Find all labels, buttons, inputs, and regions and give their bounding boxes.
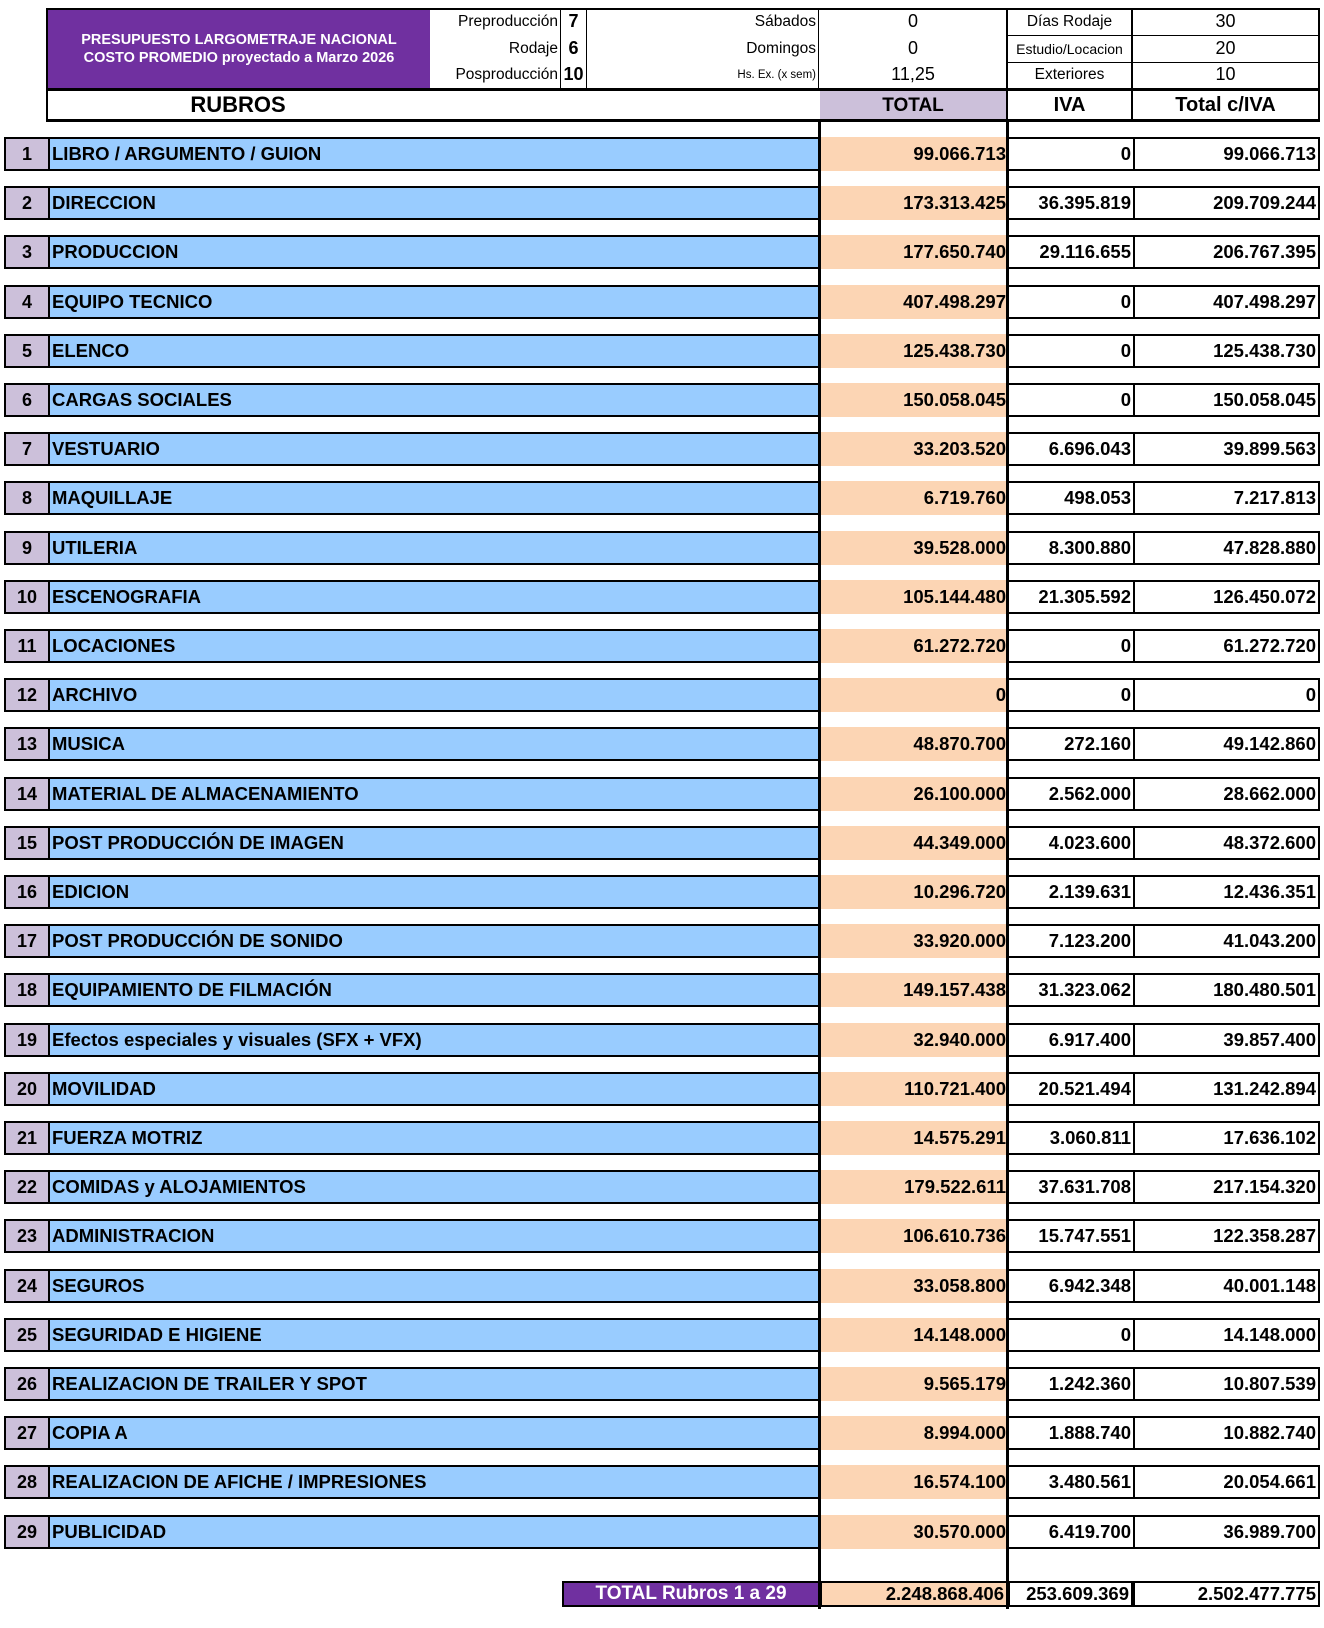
row-rubro-name: ELENCO [48,334,820,368]
row-iva: 8.300.880 [1008,531,1133,565]
row-number: 28 [4,1465,48,1499]
budget-title [48,10,430,88]
row-total: 39.528.000 [820,531,1008,565]
row-total-civa: 17.636.102 [1133,1121,1320,1155]
row-total-civa: 28.662.000 [1133,777,1320,811]
row-total-civa: 36.989.700 [1133,1515,1320,1549]
row-iva: 6.696.043 [1008,432,1133,466]
row-number: 5 [4,334,48,368]
row-iva: 0 [1008,334,1133,368]
row-rubro-name: ADMINISTRACION [48,1219,820,1253]
preproduccion-label: Preproducción [458,13,558,30]
header-divider [586,8,587,88]
row-number: 7 [4,432,48,466]
row-rubro-name: EQUIPO TECNICO [48,285,820,319]
row-total: 33.920.000 [820,924,1008,958]
row-total-civa: 47.828.880 [1133,531,1320,565]
row-iva: 2.562.000 [1008,777,1133,811]
row-iva: 6.942.348 [1008,1269,1133,1303]
row-total: 9.565.179 [820,1367,1008,1401]
row-iva: 0 [1008,383,1133,417]
row-rubro-name: LOCACIONES [48,629,820,663]
row-number: 6 [4,383,48,417]
row-total: 6.719.760 [820,481,1008,515]
column-header-total-civa: Total c/IVA [1175,94,1276,116]
row-number: 29 [4,1515,48,1549]
row-rubro-name: REALIZACION DE TRAILER Y SPOT [48,1367,820,1401]
row-total-civa: 39.857.400 [1133,1023,1320,1057]
row-rubro-name: REALIZACION DE AFICHE / IMPRESIONES [48,1465,820,1499]
row-total-civa: 7.217.813 [1133,481,1320,515]
totals-label: TOTAL Rubros 1 a 29 [562,1581,820,1607]
row-rubro-name: ESCENOGRAFIA [48,580,820,614]
row-rubro-name: VESTUARIO [48,432,820,466]
row-total-civa: 131.242.894 [1133,1072,1320,1106]
row-number: 13 [4,727,48,761]
row-total-civa: 209.709.244 [1133,186,1320,220]
row-total: 125.438.730 [820,334,1008,368]
row-total: 99.066.713 [820,137,1008,171]
row-total: 33.203.520 [820,432,1008,466]
row-number: 22 [4,1170,48,1204]
row-total: 30.570.000 [820,1515,1008,1549]
row-iva: 15.747.551 [1008,1219,1133,1253]
row-number: 19 [4,1023,48,1057]
row-number: 16 [4,875,48,909]
row-number: 15 [4,826,48,860]
row-number: 24 [4,1269,48,1303]
row-iva: 4.023.600 [1008,826,1133,860]
rodaje-label: Rodaje [508,40,558,57]
row-iva: 0 [1008,678,1133,712]
column-header-iva: IVA [1053,94,1086,116]
row-total: 149.157.438 [820,973,1008,1007]
row-total-civa: 41.043.200 [1133,924,1320,958]
row-iva: 20.521.494 [1008,1072,1133,1106]
total-column-left-border [818,119,821,1609]
row-rubro-name: PRODUCCION [48,235,820,269]
row-number: 23 [4,1219,48,1253]
row-total: 14.575.291 [820,1121,1008,1155]
row-iva: 1.242.360 [1008,1367,1133,1401]
row-number: 25 [4,1318,48,1352]
row-total-civa: 99.066.713 [1133,137,1320,171]
row-number: 3 [4,235,48,269]
row-rubro-name: EQUIPAMIENTO DE FILMACIÓN [48,973,820,1007]
row-rubro-name: MATERIAL DE ALMACENAMIENTO [48,777,820,811]
estudio-label: Estudio/Locacion [1016,41,1123,57]
row-total: 173.313.425 [820,186,1008,220]
row-iva: 2.139.631 [1008,875,1133,909]
row-total: 8.994.000 [820,1416,1008,1450]
row-iva: 1.888.740 [1008,1416,1133,1450]
row-number: 2 [4,186,48,220]
row-iva: 37.631.708 [1008,1170,1133,1204]
row-total: 407.498.297 [820,285,1008,319]
row-iva: 3.060.811 [1008,1121,1133,1155]
row-rubro-name: MUSICA [48,727,820,761]
header-row-line [1006,35,1320,36]
row-rubro-name: CARGAS SOCIALES [48,383,820,417]
domingos-label: Domingos [746,40,816,57]
row-total-civa: 150.058.045 [1133,383,1320,417]
row-number: 26 [4,1367,48,1401]
row-iva: 0 [1008,285,1133,319]
row-total-civa: 217.154.320 [1133,1170,1320,1204]
row-total: 16.574.100 [820,1465,1008,1499]
row-rubro-name: FUERZA MOTRIZ [48,1121,820,1155]
header-divider [818,8,819,88]
row-total: 26.100.000 [820,777,1008,811]
row-total-civa: 12.436.351 [1133,875,1320,909]
row-iva: 36.395.819 [1008,186,1133,220]
sabados-label: Sábados [754,13,816,30]
row-total: 14.148.000 [820,1318,1008,1352]
row-number: 20 [4,1072,48,1106]
posproduccion-label: Posproducción [455,66,558,83]
row-rubro-name: POST PRODUCCIÓN DE SONIDO [48,924,820,958]
row-number: 18 [4,973,48,1007]
row-iva: 0 [1008,137,1133,171]
row-total-civa: 39.899.563 [1133,432,1320,466]
row-iva: 21.305.592 [1008,580,1133,614]
row-number: 17 [4,924,48,958]
header-top-border [48,8,1320,10]
row-total: 110.721.400 [820,1072,1008,1106]
header-row-line [1006,62,1320,63]
row-total: 61.272.720 [820,629,1008,663]
totals-total-civa: 2.502.477.775 [1133,1581,1320,1607]
exteriores-label: Exteriores [1034,66,1105,83]
row-number: 4 [4,285,48,319]
row-total-civa: 40.001.148 [1133,1269,1320,1303]
row-iva: 0 [1008,1318,1133,1352]
row-total-civa: 180.480.501 [1133,973,1320,1007]
posproduccion-value: 10 [563,64,584,84]
row-iva: 29.116.655 [1008,235,1133,269]
row-total: 150.058.045 [820,383,1008,417]
row-total-civa: 61.272.720 [1133,629,1320,663]
hsex-label: Hs. Ex. (x sem) [737,69,816,81]
row-total-civa: 125.438.730 [1133,334,1320,368]
row-iva: 272.160 [1008,727,1133,761]
row-total-civa: 0 [1133,678,1320,712]
row-rubro-name: EDICION [48,875,820,909]
row-iva: 7.123.200 [1008,924,1133,958]
row-number: 21 [4,1121,48,1155]
rodaje-value: 6 [568,38,579,58]
row-iva: 31.323.062 [1008,973,1133,1007]
row-total-civa: 48.372.600 [1133,826,1320,860]
row-number: 11 [4,629,48,663]
row-total: 106.610.736 [820,1219,1008,1253]
row-rubro-name: COPIA A [48,1416,820,1450]
row-total: 33.058.800 [820,1269,1008,1303]
row-rubro-name: DIRECCION [48,186,820,220]
row-iva: 498.053 [1008,481,1133,515]
row-rubro-name: LIBRO / ARGUMENTO / GUION [48,137,820,171]
dias-rodaje-value: 30 [1215,11,1236,31]
row-rubro-name: UTILERIA [48,531,820,565]
budget-title-line2: COSTO PROMEDIO proyectado a Marzo 2026 [83,50,395,66]
row-number: 14 [4,777,48,811]
totals-total: 2.248.868.406 [820,1581,1008,1607]
row-rubro-name: Efectos especiales y visuales (SFX + VFX) [48,1023,820,1057]
row-iva: 0 [1008,629,1133,663]
row-number: 8 [4,481,48,515]
header-divider [1318,8,1320,122]
preproduccion-value: 7 [568,11,579,31]
budget-title-line1: PRESUPUESTO LARGOMETRAJE NACIONAL [81,32,397,48]
row-total: 48.870.700 [820,727,1008,761]
row-rubro-name: ARCHIVO [48,678,820,712]
row-rubro-name: MAQUILLAJE [48,481,820,515]
row-total-civa: 14.148.000 [1133,1318,1320,1352]
row-total: 105.144.480 [820,580,1008,614]
row-rubro-name: SEGURIDAD E HIGIENE [48,1318,820,1352]
total-column-right-border [1006,119,1009,1609]
row-rubro-name: PUBLICIDAD [48,1515,820,1549]
row-total-civa: 206.767.395 [1133,235,1320,269]
dias-rodaje-label: Días Rodaje [1026,13,1113,30]
row-total-civa: 10.882.740 [1133,1416,1320,1450]
row-iva: 3.480.561 [1008,1465,1133,1499]
row-rubro-name: POST PRODUCCIÓN DE IMAGEN [48,826,820,860]
row-iva: 6.917.400 [1008,1023,1133,1057]
row-total: 0 [820,678,1008,712]
row-total: 10.296.720 [820,875,1008,909]
column-header-total: TOTAL [820,91,1006,119]
row-number: 27 [4,1416,48,1450]
sabados-value: 0 [907,11,918,31]
row-number: 9 [4,531,48,565]
row-total: 177.650.740 [820,235,1008,269]
totals-iva: 253.609.369 [1008,1581,1133,1607]
row-total-civa: 126.450.072 [1133,580,1320,614]
estudio-value: 20 [1215,38,1236,58]
row-total-civa: 49.142.860 [1133,727,1320,761]
row-total-civa: 122.358.287 [1133,1219,1320,1253]
row-iva: 6.419.700 [1008,1515,1133,1549]
row-number: 1 [4,137,48,171]
row-total: 32.940.000 [820,1023,1008,1057]
row-number: 12 [4,678,48,712]
exteriores-value: 10 [1215,64,1236,84]
row-total-civa: 20.054.661 [1133,1465,1320,1499]
row-total-civa: 407.498.297 [1133,285,1320,319]
column-header-rubros: RUBROS [190,92,286,117]
row-total-civa: 10.807.539 [1133,1367,1320,1401]
row-rubro-name: SEGUROS [48,1269,820,1303]
row-total: 179.522.611 [820,1170,1008,1204]
row-total: 44.349.000 [820,826,1008,860]
row-rubro-name: MOVILIDAD [48,1072,820,1106]
hsex-value: 11,25 [891,64,935,84]
row-number: 10 [4,580,48,614]
domingos-value: 0 [907,38,918,58]
row-rubro-name: COMIDAS y ALOJAMIENTOS [48,1170,820,1204]
